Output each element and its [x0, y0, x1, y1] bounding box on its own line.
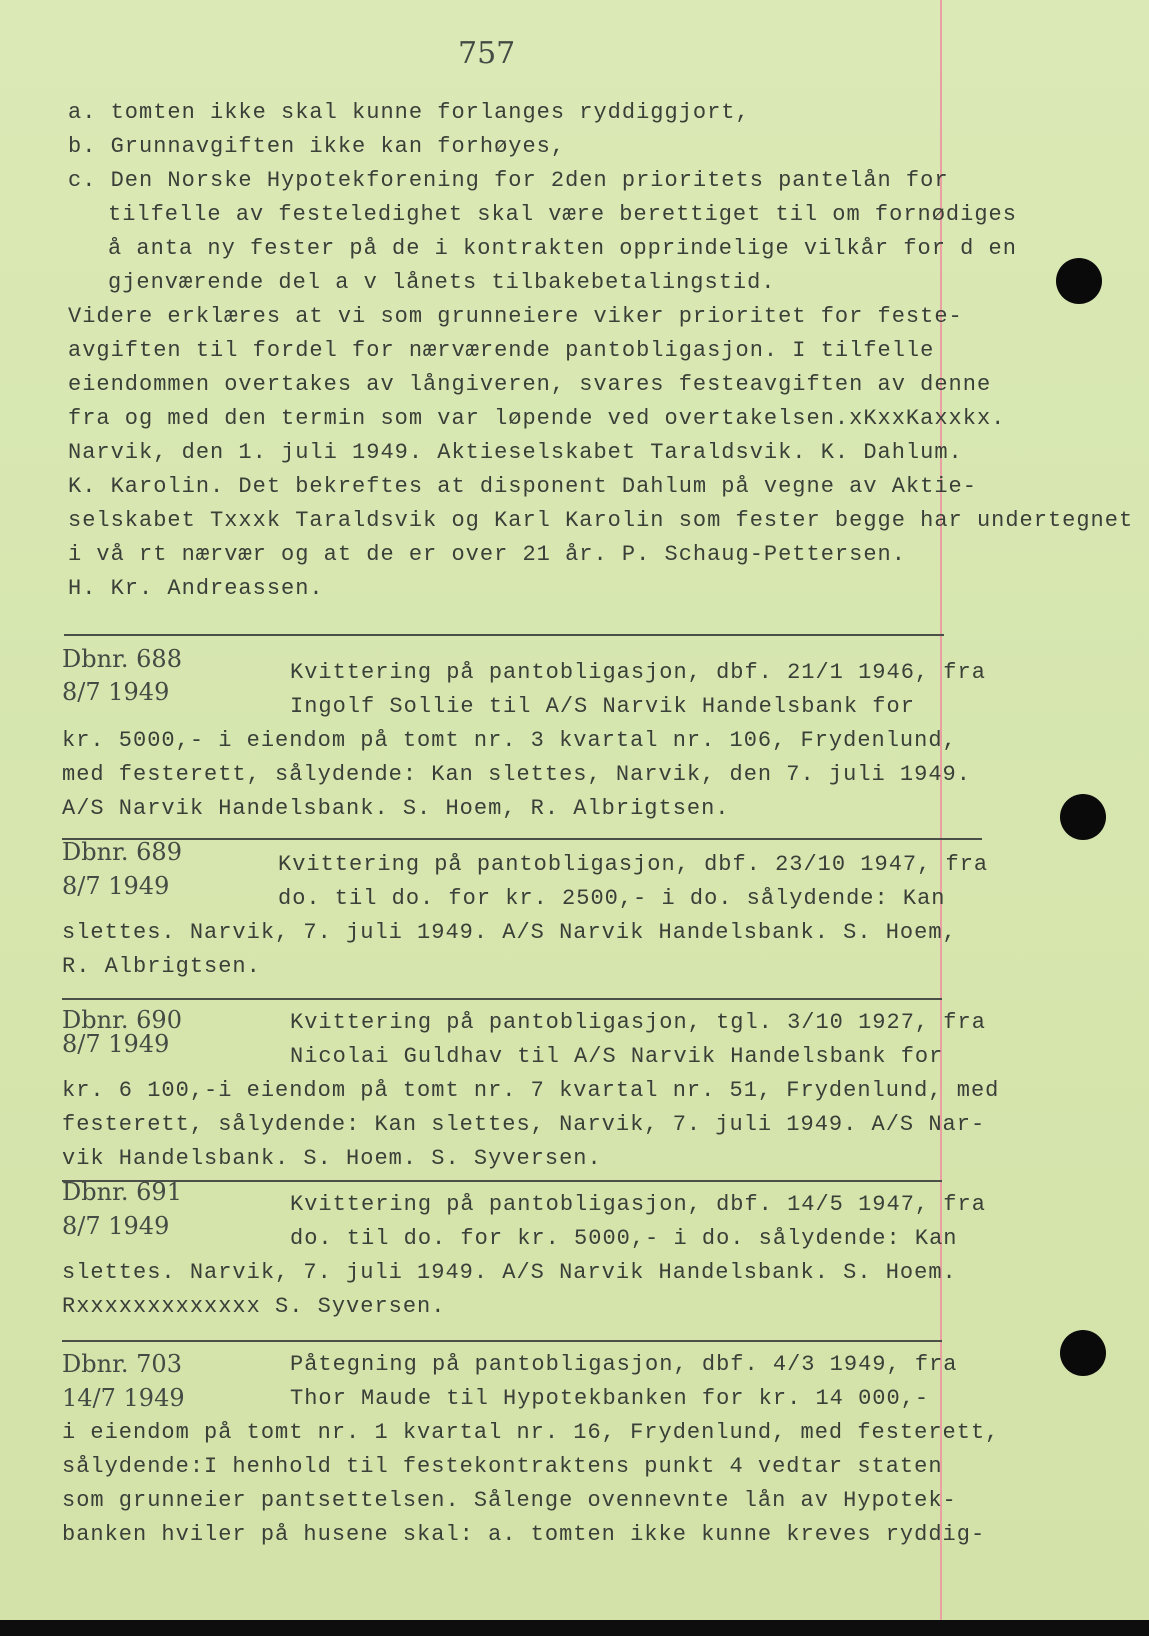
- text-line: i vå rt nærvær og at de er over 21 år. P. Schaug-Pettersen.: [68, 542, 906, 567]
- entry-number: Dbnr. 690: [62, 1006, 182, 1034]
- entry-date: 14/7 1949: [62, 1384, 185, 1412]
- entry-date: 8/7 1949: [62, 1030, 170, 1058]
- text-line: Rxxxxxxxxxxxxx S. Syversen.: [62, 1294, 446, 1319]
- text-line: gjenværende del a v lånets tilbakebetalingstid.: [108, 270, 776, 295]
- page-number: 757: [458, 36, 516, 71]
- text-line: selskabet Txxxk Taraldsvik og Karl Karolin som fester begge har undertegnet: [68, 508, 1134, 533]
- text-line: Nicolai Guldhav til A/S Narvik Handelsbank for: [290, 1044, 944, 1069]
- text-line: K. Karolin. Det bekreftes at disponent Dahlum på vegne av Aktie-: [68, 474, 977, 499]
- text-line: å anta ny fester på de i kontrakten opprindelige vilkår for d en: [108, 236, 1017, 261]
- text-line: Ingolf Sollie til A/S Narvik Handelsbank for: [290, 694, 915, 719]
- entry-number: Dbnr. 688: [62, 645, 182, 673]
- text-line: med festerett, sålydende: Kan slettes, Narvik, den 7. juli 1949.: [62, 762, 971, 787]
- text-line: kr. 6 100,-i eiendom på tomt nr. 7 kvartal nr. 51, Frydenlund, med: [62, 1078, 1000, 1103]
- entry-date: 8/7 1949: [62, 872, 170, 900]
- text-line: festerett, sålydende: Kan slettes, Narvik, 7. juli 1949. A/S Nar-: [62, 1112, 986, 1137]
- text-line: a. tomten ikke skal kunne forlanges ryddiggjort,: [68, 100, 750, 125]
- text-line: tilfelle av festeledighet skal være berettiget til om fornødiges: [108, 202, 1017, 227]
- text-line: Kvittering på pantobligasjon, tgl. 3/10 1927, fra: [290, 1010, 986, 1035]
- text-line: Kvittering på pantobligasjon, dbf. 14/5 1947, fra: [290, 1192, 986, 1217]
- text-line: do. til do. for kr. 5000,- i do. sålydende: Kan: [290, 1226, 958, 1251]
- text-line: Kvittering på pantobligasjon, dbf. 21/1 1946, fra: [290, 660, 986, 685]
- text-line: do. til do. for kr. 2500,- i do. sålydende: Kan: [278, 886, 946, 911]
- text-line: Thor Maude til Hypotekbanken for kr. 14 000,-: [290, 1386, 930, 1411]
- entry-divider: [64, 634, 944, 636]
- text-line: i eiendom på tomt nr. 1 kvartal nr. 16, Frydenlund, med festerett,: [62, 1420, 1000, 1445]
- entry-number: Dbnr. 703: [62, 1350, 182, 1378]
- text-line: A/S Narvik Handelsbank. S. Hoem, R. Albrigtsen.: [62, 796, 730, 821]
- text-line: sålydende:I henhold til festekontraktens punkt 4 vedtar staten: [62, 1454, 943, 1479]
- text-line: fra og med den termin som var løpende ved overtakelsen.xKxxKaxxkx.: [68, 406, 1006, 431]
- text-line: avgiften til fordel for nærværende pantobligasjon. I tilfelle: [68, 338, 935, 363]
- punch-hole: [1060, 794, 1106, 840]
- text-line: H. Kr. Andreassen.: [68, 576, 324, 601]
- entry-date: 8/7 1949: [62, 1212, 170, 1240]
- entry-divider: [62, 998, 942, 1000]
- entry-divider: [62, 1180, 942, 1182]
- entry-divider: [62, 1340, 942, 1342]
- text-line: eiendommen overtakes av långiveren, svares festeavgiften av denne: [68, 372, 992, 397]
- text-line: vik Handelsbank. S. Hoem. S. Syversen.: [62, 1146, 602, 1171]
- text-line: som grunneier pantsettelsen. Sålenge ovennevnte lån av Hypotek-: [62, 1488, 957, 1513]
- text-line: Videre erklæres at vi som grunneiere viker prioritet for feste-: [68, 304, 963, 329]
- text-line: slettes. Narvik, 7. juli 1949. A/S Narvik Handelsbank. S. Hoem.: [62, 1260, 957, 1285]
- scan-border: [0, 1620, 1149, 1636]
- text-line: Påtegning på pantobligasjon, dbf. 4/3 1949, fra: [290, 1352, 958, 1377]
- text-line: b. Grunnavgiften ikke kan forhøyes,: [68, 134, 566, 159]
- text-line: Kvittering på pantobligasjon, dbf. 23/10 1947, fra: [278, 852, 989, 877]
- entry-date: 8/7 1949: [62, 678, 170, 706]
- entry-number: Dbnr. 689: [62, 838, 182, 866]
- text-line: Narvik, den 1. juli 1949. Aktieselskabet Taraldsvik. K. Dahlum.: [68, 440, 963, 465]
- entry-number: Dbnr. 691: [62, 1178, 182, 1206]
- text-line: slettes. Narvik, 7. juli 1949. A/S Narvik Handelsbank. S. Hoem,: [62, 920, 957, 945]
- text-line: banken hviler på husene skal: a. tomten ikke kunne kreves ryddig-: [62, 1522, 986, 1547]
- entry-divider: [62, 838, 982, 840]
- text-line: c. Den Norske Hypotekforening for 2den prioritets pantelån for: [68, 168, 949, 193]
- punch-hole: [1056, 258, 1102, 304]
- text-line: kr. 5000,- i eiendom på tomt nr. 3 kvartal nr. 106, Frydenlund,: [62, 728, 957, 753]
- punch-hole: [1060, 1330, 1106, 1376]
- text-line: R. Albrigtsen.: [62, 954, 261, 979]
